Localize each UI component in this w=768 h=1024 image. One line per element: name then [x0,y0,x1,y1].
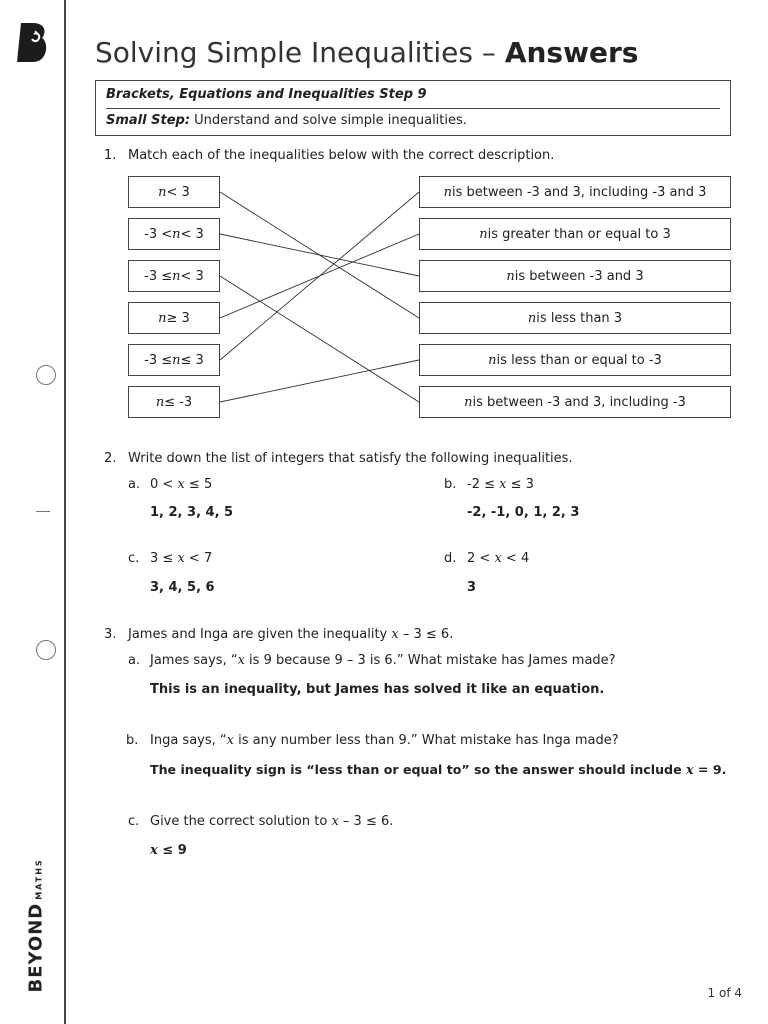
description-box: n is between -3 and 3, including -3 and 3 [419,176,731,208]
small-step: Small Step: Understand and solve simple inequalities. [106,113,467,128]
inequality-box: -3 ≤ n < 3 [128,260,220,292]
q3c-answer: x ≤ 9 [150,843,187,858]
match-line [220,234,419,276]
q2b-answer: -2, -1, 0, 1, 2, 3 [467,505,580,520]
inequality-box: n ≤ -3 [128,386,220,418]
q1-number: 1. [104,148,117,163]
q2-number: 2. [104,451,117,466]
description-box: n is less than or equal to -3 [419,344,731,376]
brand-sub: MATHS [34,858,44,900]
q2a-answer: 1, 2, 3, 4, 5 [150,505,234,520]
q2b-label: b. [444,477,457,492]
q2c-answer: 3, 4, 5, 6 [150,580,215,595]
q1-text: Match each of the inequalities below with the correct description. [128,148,555,163]
q3c-question: Give the correct solution to x – 3 ≤ 6. [150,814,394,829]
q2b-inequality: -2 ≤ x ≤ 3 [467,477,534,492]
inequality-box: n < 3 [128,176,220,208]
q3c-label: c. [128,814,140,829]
page-title: Solving Simple Inequalities – Answers [95,36,639,69]
q2d-inequality: 2 < x < 4 [467,551,530,566]
description-box: n is between -3 and 3, including -3 [419,386,731,418]
inequality-box: -3 ≤ n ≤ 3 [128,344,220,376]
q3-number: 3. [104,627,117,642]
description-box: n is greater than or equal to 3 [419,218,731,250]
description-box: n is less than 3 [419,302,731,334]
match-line [220,276,419,402]
topic-title: Brackets, Equations and Inequalities Step 9 [106,87,427,102]
q2c-inequality: 3 ≤ x < 7 [150,551,213,566]
inequality-box: n ≥ 3 [128,302,220,334]
description-box: n is between -3 and 3 [419,260,731,292]
q3a-answer: This is an inequality, but James has solved it like an equation. [150,682,605,697]
match-line [220,192,419,360]
q3a-label: a. [128,653,141,668]
page-number: 1 of 4 [707,986,742,1000]
q3b-question: Inga says, “x is any number less than 9.” What mistake has Inga made? [150,733,619,748]
brand-name: BEYOND [25,902,47,993]
q2d-label: d. [444,551,457,566]
q2c-label: c. [128,551,140,566]
q3-text: James and Inga are given the inequality x – 3 ≤ 6. [128,627,454,642]
q3b-answer: The inequality sign is “less than or equal to” so the answer should include x = 9. [150,762,727,777]
match-line [220,360,419,402]
inequality-box: -3 < n < 3 [128,218,220,250]
q3b-label: b. [126,733,139,748]
q3a-question: James says, “x is 9 because 9 – 3 is 6.” What mistake has James made? [150,653,616,668]
q2a-label: a. [128,477,141,492]
q2d-answer: 3 [467,580,477,595]
q2-text: Write down the list of integers that satisfy the following inequalities. [128,451,573,466]
q2a-inequality: 0 < x ≤ 5 [150,477,213,492]
